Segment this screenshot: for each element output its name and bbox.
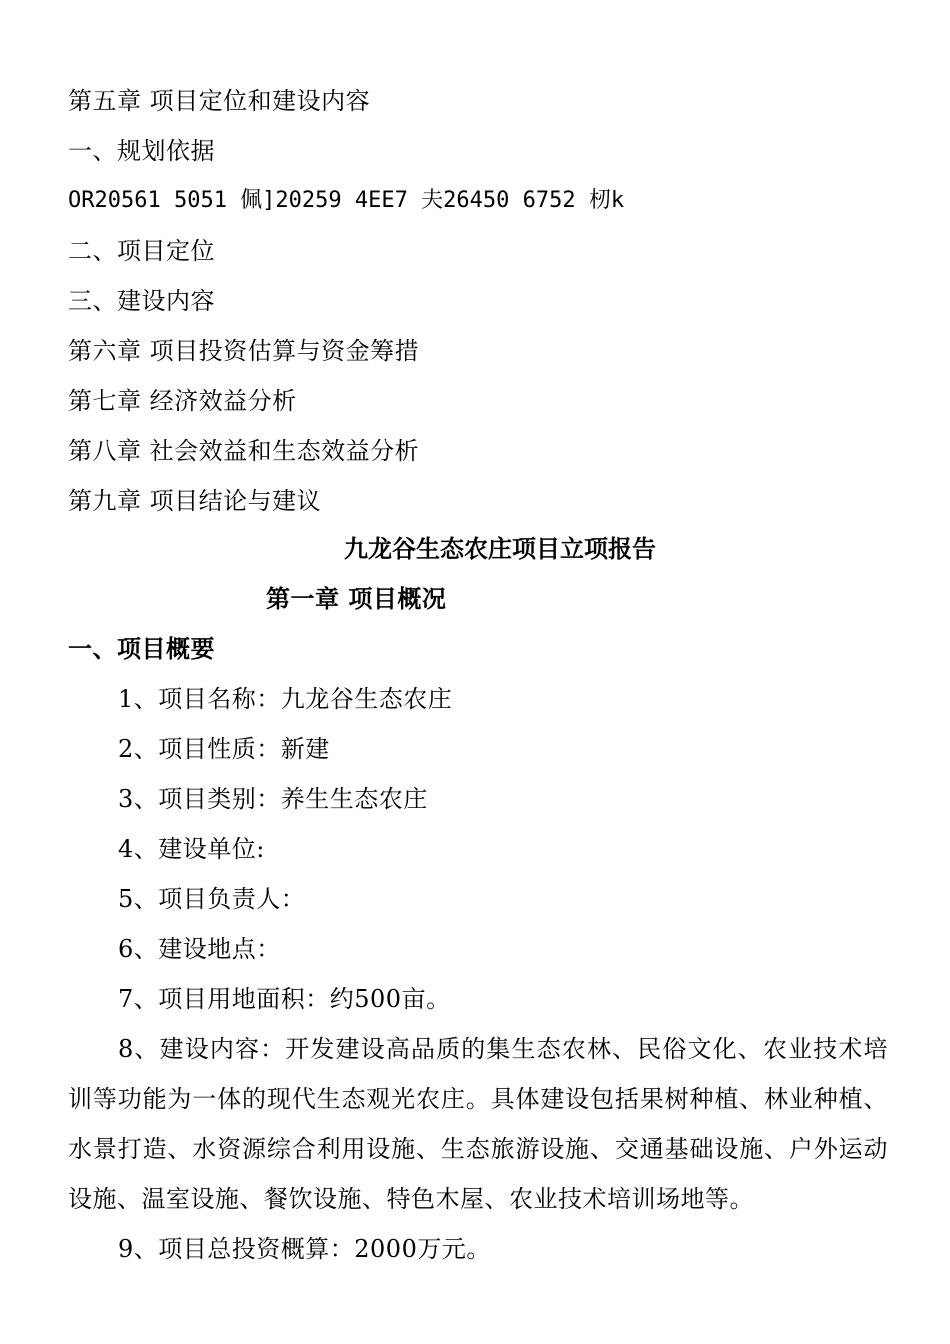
toc-chapter-6: 第六章 项目投资估算与资金筹措 <box>68 337 420 365</box>
item-project-category: 3、项目类别：养生生态农庄 <box>118 785 428 813</box>
toc-section-positioning: 二、项目定位 <box>68 237 215 265</box>
item-construction-site: 6、建设地点： <box>118 935 281 963</box>
toc-chapter-9: 第九章 项目结论与建议 <box>68 487 322 515</box>
toc-section-planning-basis: 一、规划依据 <box>68 137 215 165</box>
section-1-heading: 一、项目概要 <box>68 635 215 663</box>
item-land-area: 7、项目用地面积：约500亩。 <box>118 985 451 1013</box>
item-total-investment: 9、项目总投资概算：2000万元。 <box>118 1235 491 1263</box>
item-project-leader: 5、项目负责人： <box>118 885 306 913</box>
item-construction-content: 8、建设内容：开发建设高品质的集生态农林、民俗文化、农业技术培训等功能为一体的现代生态观光农庄。具体建设包括果树种植、林业种植、水景打造、水资源综合利用设施、生态旅游设施、交通基础设施、户外运动设施、温室设施、餐饮设施、特色木屋、农业技术培训场地等。 <box>68 1035 888 1213</box>
report-title: 九龙谷生态农庄项目立项报告 <box>344 535 656 563</box>
toc-garbled-text: OR20561 5051 佩]20259 4EE7 夫26450 6752 杒k <box>68 188 625 213</box>
toc-chapter-8: 第八章 社会效益和生态效益分析 <box>68 437 420 465</box>
toc-chapter-7: 第七章 经济效益分析 <box>68 387 297 415</box>
toc-section-construction: 三、建设内容 <box>68 287 215 315</box>
item-project-nature: 2、项目性质：新建 <box>118 735 330 763</box>
toc-chapter-5: 第五章 项目定位和建设内容 <box>68 87 371 115</box>
chapter-1-heading: 第一章 项目概况 <box>266 585 447 613</box>
item-construction-unit: 4、建设单位: <box>118 835 265 863</box>
item-project-name: 1、项目名称：九龙谷生态农庄 <box>118 685 453 713</box>
